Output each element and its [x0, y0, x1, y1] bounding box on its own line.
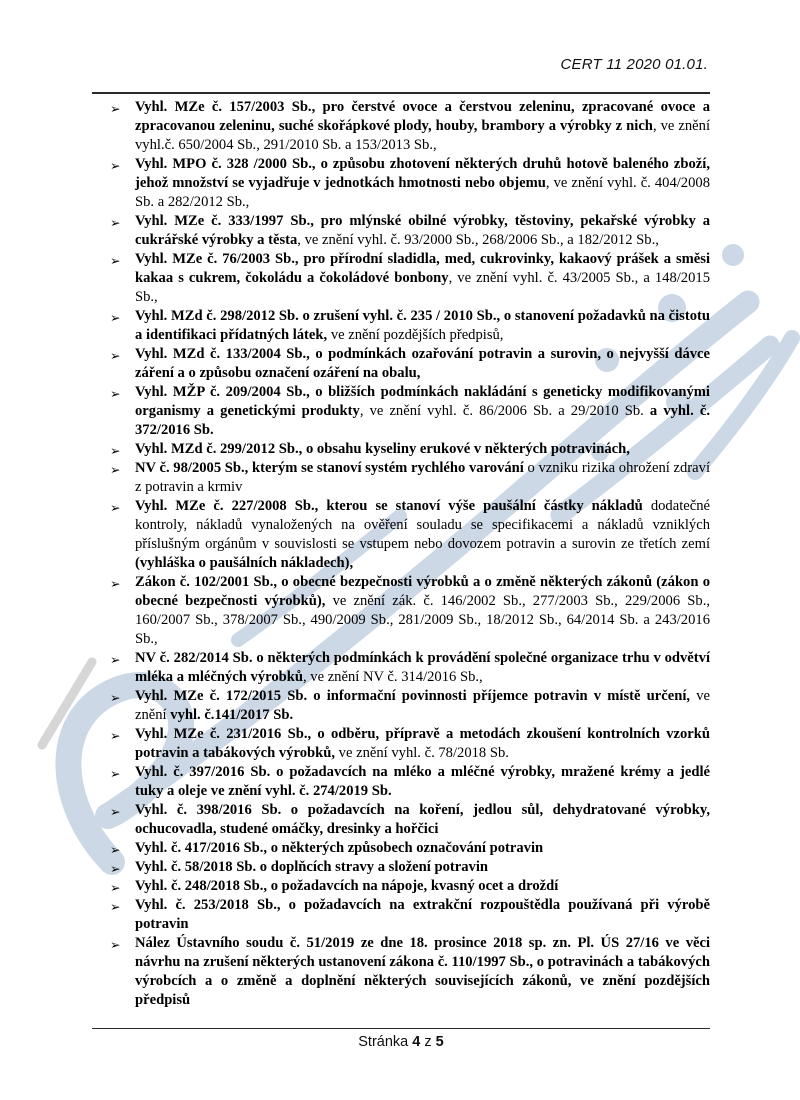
arrow-bullet-icon: ➢ [110, 348, 121, 363]
regulation-text: Vyhl. č. 397/2016 Sb. o požadavcích na mléko a mléčné výrobky, mražené krémy a jedlé tuky a oleje ve znění vyhl. č. 274/2019 Sb. [135, 764, 710, 799]
arrow-bullet-icon: ➢ [110, 766, 121, 781]
list-item [97, 307, 710, 345]
arrow-bullet-icon: ➢ [110, 804, 121, 819]
regulation-text: Vyhl. MŽP č. 209/2004 Sb., o bližších podmínkách nakládání s geneticky modifikovanými organismy a genetickými produkty, ve znění vyhl. č. 86/2006 Sb. a 29/2010 Sb. a vyhl. č. 372/2016 Sb. [135, 384, 710, 438]
arrow-bullet-icon: ➢ [110, 861, 121, 876]
arrow-bullet-icon: ➢ [110, 652, 121, 667]
regulation-text: Vyhl. MZd č. 133/2004 Sb., o podmínkách ozařování potravin a surovin, o nejvyšší dávce záření a o způsobu označení ozáření na obalu, [135, 346, 710, 381]
footer-divider [92, 1028, 710, 1029]
list-item [97, 212, 710, 250]
list-item [97, 687, 710, 725]
regulation-text: Vyhl. č. 253/2018 Sb., o požadavcích na extrakční rozpouštědla používaná při výrobě potravin [135, 897, 710, 932]
regulation-text: Vyhl. č. 398/2016 Sb. o požadavcích na koření, jedlou sůl, dehydratované výrobky, ochucovadla, studené omáčky, dresinky a hořčici [135, 802, 710, 837]
regulation-text: Nález Ústavního soudu č. 51/2019 ze dne 18. prosince 2018 sp. zn. Pl. ÚS 27/16 ve věci návrhu na zrušení některých ustanovení zákona č. 110/1997 Sb., o potravinách a tabákových výrobcích a o změně a doplnění některých souvisejících zákonů, ve znění pozdějších předpisů [135, 935, 710, 1008]
regulation-text: Vyhl. MZe č. 333/1997 Sb., pro mlýnské obilné výrobky, těstoviny, pekařské výrobky a cukrářské výrobky a těsta, ve znění vyhl. č. 93/2000 Sb., 268/2006 Sb., a 182/2012 Sb., [135, 213, 710, 248]
arrow-bullet-icon: ➢ [110, 576, 121, 591]
regulation-text: Vyhl. MZe č. 231/2016 Sb., o odběru, přípravě a metodách zkoušení kontrolních vzorků potravin a tabákových výrobků, ve znění vyhl. č. 78/2018 Sb. [135, 726, 710, 761]
list-item [97, 649, 710, 687]
arrow-bullet-icon: ➢ [110, 215, 121, 230]
arrow-bullet-icon: ➢ [110, 500, 121, 515]
regulation-text: Vyhl. č. 248/2018 Sb., o požadavcích na nápoje, kvasný ocet a droždí [135, 878, 559, 894]
regulation-text: Vyhl. MZd č. 298/2012 Sb. o zrušení vyhl. č. 235 / 2010 Sb., o stanovení požadavků na čistotu a identifikaci přídatných látek, ve znění pozdějších předpisů, [135, 308, 710, 343]
list-item [97, 801, 710, 839]
list-item [97, 345, 710, 383]
regulation-text: Vyhl. MZe č. 172/2015 Sb. o informační povinnosti příjemce potravin v místě určení, ve znění vyhl. č.141/2017 Sb. [135, 688, 710, 723]
list-item [97, 497, 710, 573]
regulation-text: Zákon č. 102/2001 Sb., o obecné bezpečnosti výrobků a o změně některých zákonů (zákon o obecné bezpečnosti výrobků), ve znění zák. č. 146/2002 Sb., 277/2003 Sb., 229/2006 Sb., 160/2007 Sb., 378/2007 Sb., 490/2009 Sb., 281/2009 Sb., 18/2012 Sb., 64/2014 Sb. a 243/2016 Sb., [135, 574, 710, 647]
arrow-bullet-icon: ➢ [110, 842, 121, 857]
arrow-bullet-icon: ➢ [110, 728, 121, 743]
list-item [97, 573, 710, 649]
arrow-bullet-icon: ➢ [110, 386, 121, 401]
regulation-text: Vyhl. MZd č. 299/2012 Sb., o obsahu kyseliny erukové v některých potravinách, [135, 441, 630, 457]
regulation-text: Vyhl. MZe č. 76/2003 Sb., pro přírodní sladidla, med, cukrovinky, kakaový prášek a směsi kakaa s cukrem, čokoládu a čokoládové bonbony, ve znění vyhl. č. 43/2005 Sb., a 148/2015 Sb., [135, 251, 710, 305]
list-item [97, 858, 710, 877]
header-divider [92, 92, 710, 94]
page-number [92, 1034, 710, 1050]
regulation-text: NV č. 282/2014 Sb. o některých podmínkách k provádění společné organizace trhu v odvětví mléka a mléčných výrobků, ve znění NV č. 314/2016 Sb., [135, 650, 710, 685]
regulation-text: Vyhl. MZe č. 157/2003 Sb., pro čerstvé ovoce a čerstvou zeleninu, zpracované ovoce a zpracovanou zeleninu, suché skořápkové plody, houby, brambory a výrobky z nich, ve znění vyhl.č. 650/2004 Sb., 291/2010 Sb. a 153/2013 Sb., [135, 99, 710, 153]
arrow-bullet-icon: ➢ [110, 158, 121, 173]
arrow-bullet-icon: ➢ [110, 310, 121, 325]
list-item [97, 459, 710, 497]
regulation-text: Vyhl. č. 417/2016 Sb., o některých způsobech označování potravin [135, 840, 544, 856]
regulation-list [97, 98, 710, 1010]
list-item [97, 934, 710, 1010]
list-item [97, 440, 710, 459]
list-item [97, 98, 710, 155]
list-item [97, 839, 710, 858]
arrow-bullet-icon: ➢ [110, 899, 121, 914]
document-code: CERT 11 2020 01.01. [560, 56, 708, 73]
arrow-bullet-icon: ➢ [110, 443, 121, 458]
list-item [97, 250, 710, 307]
regulation-text: NV č. 98/2005 Sb., kterým se stanoví systém rychlého varování o vzniku rizika ohrožení zdraví z potravin a krmiv [135, 460, 710, 495]
list-item [97, 155, 710, 212]
page-label: Stránka [358, 1034, 409, 1050]
list-item [97, 725, 710, 763]
regulation-text: Vyhl. MZe č. 227/2008 Sb., kterou se stanoví výše paušální částky nákladů dodatečné kontroly, nákladů vynaložených na ověření souladu se specifikacemi a nákladů vzniklých příslušným orgánům v souvislosti se vstupem nebo dovozem potravin a surovin ze třetích zemí (vyhláška o paušálních nákladech), [135, 498, 710, 571]
list-item [97, 383, 710, 440]
page-separator: z [424, 1034, 432, 1050]
list-item [97, 877, 710, 896]
regulation-text: Vyhl. č. 58/2018 Sb. o doplňcích stravy a složení potravin [135, 859, 488, 875]
arrow-bullet-icon: ➢ [110, 101, 121, 116]
list-item [97, 763, 710, 801]
arrow-bullet-icon: ➢ [110, 937, 121, 952]
list-item [97, 896, 710, 934]
regulation-text: Vyhl. MPO č. 328 /2000 Sb., o způsobu zhotovení některých druhů hotově baleného zboží, jehož množství se vyjadřuje v jednotkách hmotnosti nebo objemu, ve znění vyhl. č. 404/2008 Sb. a 282/2012 Sb., [135, 156, 710, 210]
arrow-bullet-icon: ➢ [110, 690, 121, 705]
arrow-bullet-icon: ➢ [110, 253, 121, 268]
current-page-number: 4 [412, 1034, 421, 1050]
arrow-bullet-icon: ➢ [110, 462, 121, 477]
total-page-number: 5 [435, 1034, 444, 1050]
arrow-bullet-icon: ➢ [110, 880, 121, 895]
